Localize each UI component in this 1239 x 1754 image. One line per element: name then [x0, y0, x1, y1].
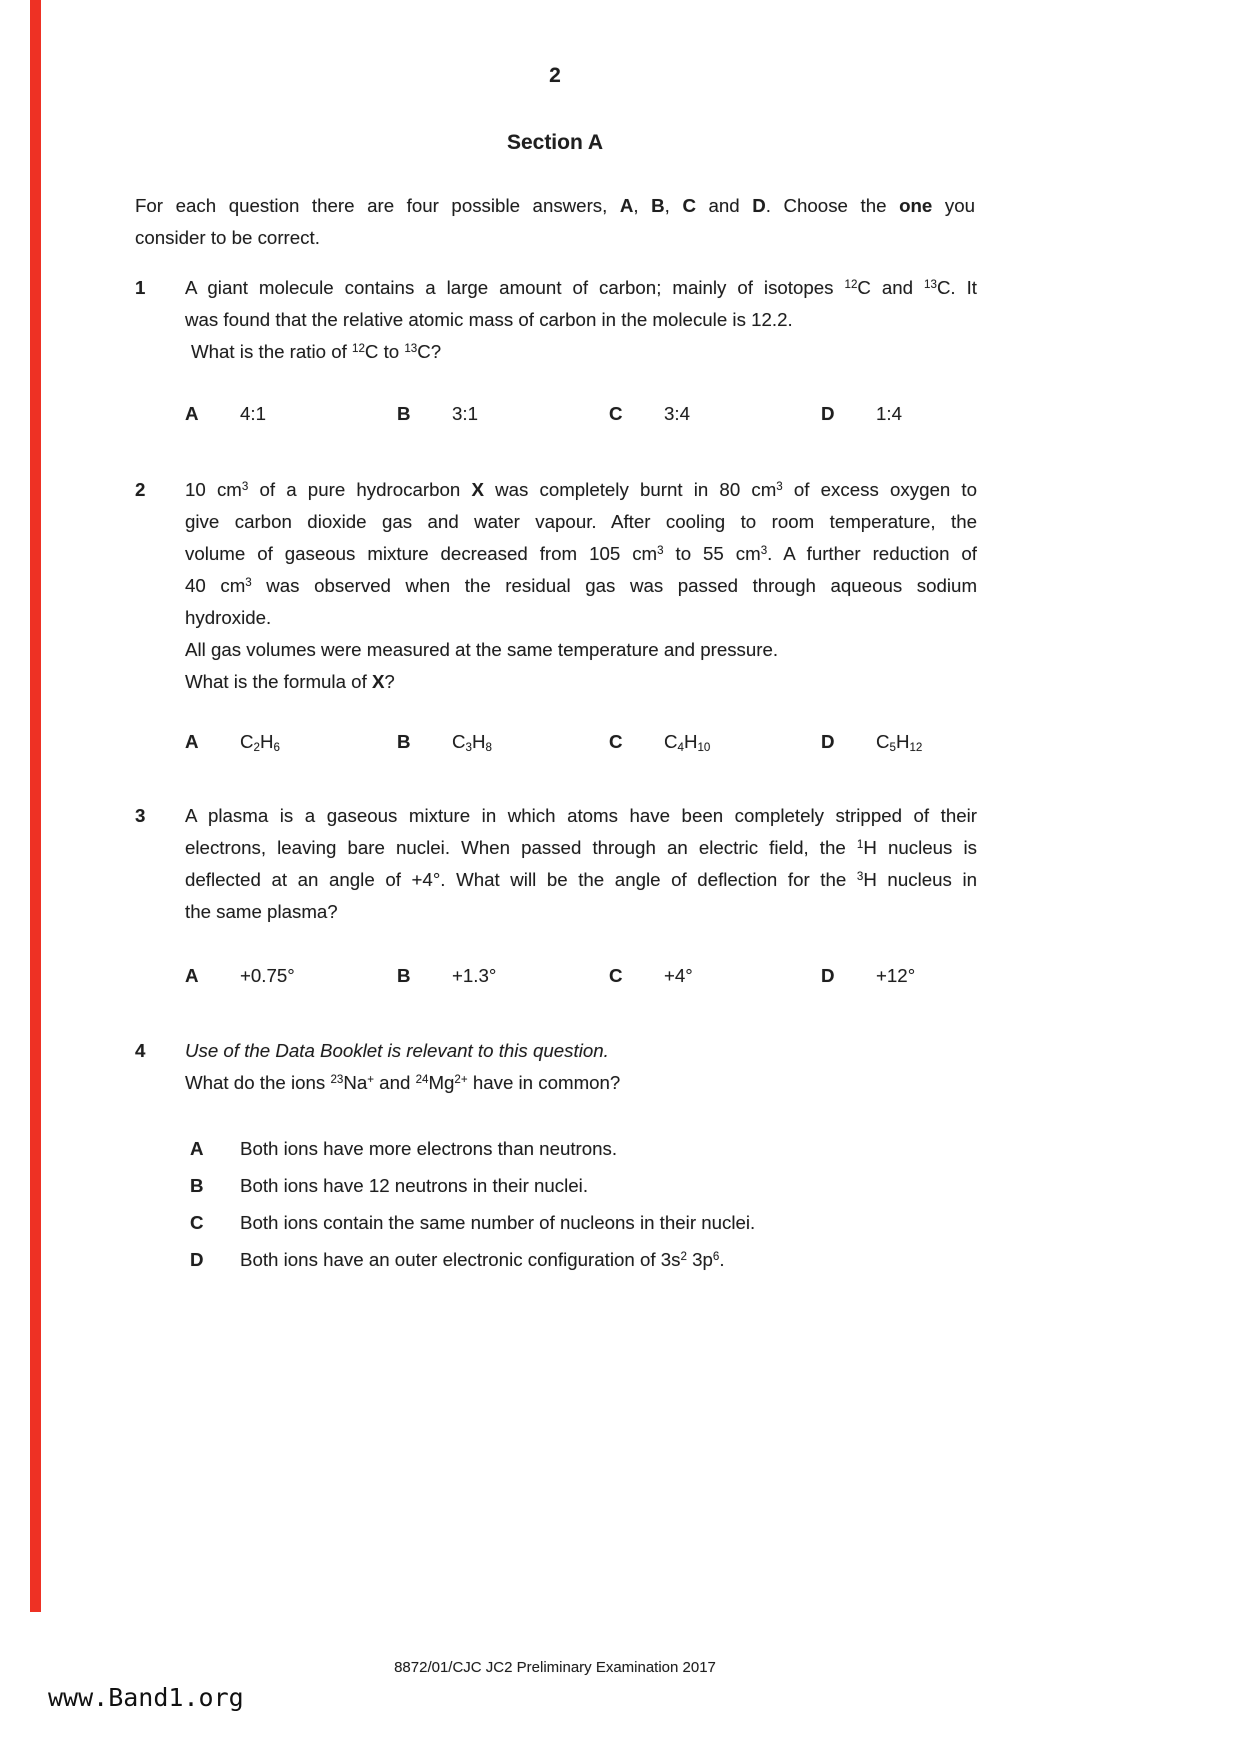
option-value: +4°	[664, 965, 693, 986]
option-letter: C	[190, 1212, 204, 1233]
question-number: 3	[135, 805, 146, 826]
text-line: A giant molecule contains a large amount of carbon; mainly of isotopes $^{12}$C and $^{13}$C. It	[185, 277, 977, 298]
option-a	[185, 398, 397, 430]
option-d	[190, 1244, 977, 1276]
watermark-site-text: www.Band1.org	[48, 1683, 244, 1712]
page-number: 2	[549, 64, 561, 87]
text-line: consider to be correct.	[135, 227, 320, 248]
option-value: $C_3H_8$	[452, 731, 492, 754]
option-letter: B	[397, 403, 411, 424]
option-letter: A	[185, 965, 199, 986]
text-line-italic: Use of the Data Booklet is relevant to this question.	[185, 1040, 609, 1061]
option-value: +1.3°	[452, 965, 497, 986]
question-number: 4	[135, 1040, 146, 1061]
question-body	[185, 474, 977, 758]
text-line: 10 $cm^3$ of a pure hydrocarbon X was completely burnt in 80 $cm^3$ of excess oxygen to	[185, 479, 978, 500]
text-line: deflected at an angle of +4°. What will be the angle of deflection for the $^3$H nucleus in	[185, 869, 977, 890]
option-c	[609, 960, 821, 992]
option-b	[397, 726, 609, 758]
option-c	[609, 726, 821, 758]
question-1-options	[185, 398, 977, 430]
option-letter: D	[190, 1249, 204, 1270]
option-value: 3:1	[452, 403, 478, 424]
option-letter: A	[185, 403, 199, 424]
question-number: 2	[135, 479, 146, 500]
question-3-options	[185, 960, 977, 992]
red-margin-line	[30, 0, 41, 1612]
option-d	[821, 960, 915, 992]
question-4	[135, 1035, 980, 1281]
section-title: Section A	[506, 131, 604, 154]
option-letter: C	[609, 403, 623, 424]
text-line: What do the ions $^{23}$Na+ and $^{24}Mg^{2+}$ have in common?	[185, 1072, 621, 1093]
option-letter: B	[397, 731, 411, 752]
option-value: 3:4	[664, 403, 690, 424]
question-body	[185, 272, 977, 430]
option-letter: A	[185, 731, 199, 752]
option-value: $C_4H_{10}$	[664, 731, 711, 754]
question-2-options	[185, 726, 977, 758]
question-body	[185, 800, 977, 992]
option-b	[190, 1170, 977, 1202]
option-c	[190, 1207, 977, 1239]
option-a	[185, 726, 397, 758]
section-instructions	[135, 190, 975, 254]
option-letter: C	[609, 965, 623, 986]
option-letter: D	[821, 965, 835, 986]
text-line: A plasma is a gaseous mixture in which atoms have been completely stripped of their	[185, 805, 977, 826]
option-value: $C_2H_6$	[240, 731, 280, 754]
footer-paper-reference: 8872/01/CJC JC2 Preliminary Examination 2017	[394, 1659, 716, 1676]
text-line: 40 $cm^3$ was observed when the residual gas was passed through aqueous sodium	[185, 575, 978, 596]
option-value: Both ions have more electrons than neutrons.	[240, 1138, 618, 1159]
text-line: For each question there are four possible answers, A, B, C and D. Choose the one you	[135, 195, 975, 216]
option-b	[397, 960, 609, 992]
question-1	[135, 272, 980, 430]
text-line: electrons, leaving bare nuclei. When passed through an electric field, the $^1$H nucleus is	[185, 837, 977, 858]
question-4-options	[185, 1133, 977, 1276]
question-body	[185, 1035, 977, 1276]
text-line: All gas volumes were measured at the same temperature and pressure.	[185, 639, 779, 660]
option-value: Both ions have an outer electronic configuration of $3s^2$ $3p^6$.	[240, 1249, 725, 1270]
question-3	[135, 800, 980, 992]
option-value: Both ions contain the same number of nucleons in their nuclei.	[240, 1212, 756, 1233]
option-value: $C_5H_{12}$	[876, 731, 923, 754]
option-b	[397, 398, 609, 430]
option-letter: D	[821, 403, 835, 424]
text-line: was found that the relative atomic mass of carbon in the molecule is 12.2.	[185, 309, 793, 330]
option-letter: C	[609, 731, 623, 752]
option-value: +0.75°	[240, 965, 295, 986]
option-value: Both ions have 12 neutrons in their nuclei.	[240, 1175, 589, 1196]
option-value: 1:4	[876, 403, 902, 424]
option-value: +12°	[876, 965, 916, 986]
question-2	[135, 474, 980, 758]
option-d	[821, 726, 922, 758]
option-d	[821, 398, 902, 430]
option-letter: A	[190, 1138, 204, 1159]
question-number: 1	[135, 277, 146, 298]
option-letter: D	[821, 731, 835, 752]
option-c	[609, 398, 821, 430]
option-a	[185, 960, 397, 992]
option-letter: B	[190, 1175, 204, 1196]
option-a	[190, 1133, 977, 1165]
text-line: hydroxide.	[185, 607, 272, 628]
option-value: 4:1	[240, 403, 266, 424]
text-line: the same plasma?	[185, 901, 338, 922]
text-line: volume of gaseous mixture decreased from 105 $cm^3$ to 55 $cm^3$. A further reduction of	[185, 543, 977, 564]
text-line: give carbon dioxide gas and water vapour. After cooling to room temperature, the	[185, 511, 977, 532]
option-letter: B	[397, 965, 411, 986]
text-line: What is the formula of X?	[185, 671, 395, 692]
text-line: What is the ratio of $^{12}$C to $^{13}$C?	[191, 341, 442, 362]
